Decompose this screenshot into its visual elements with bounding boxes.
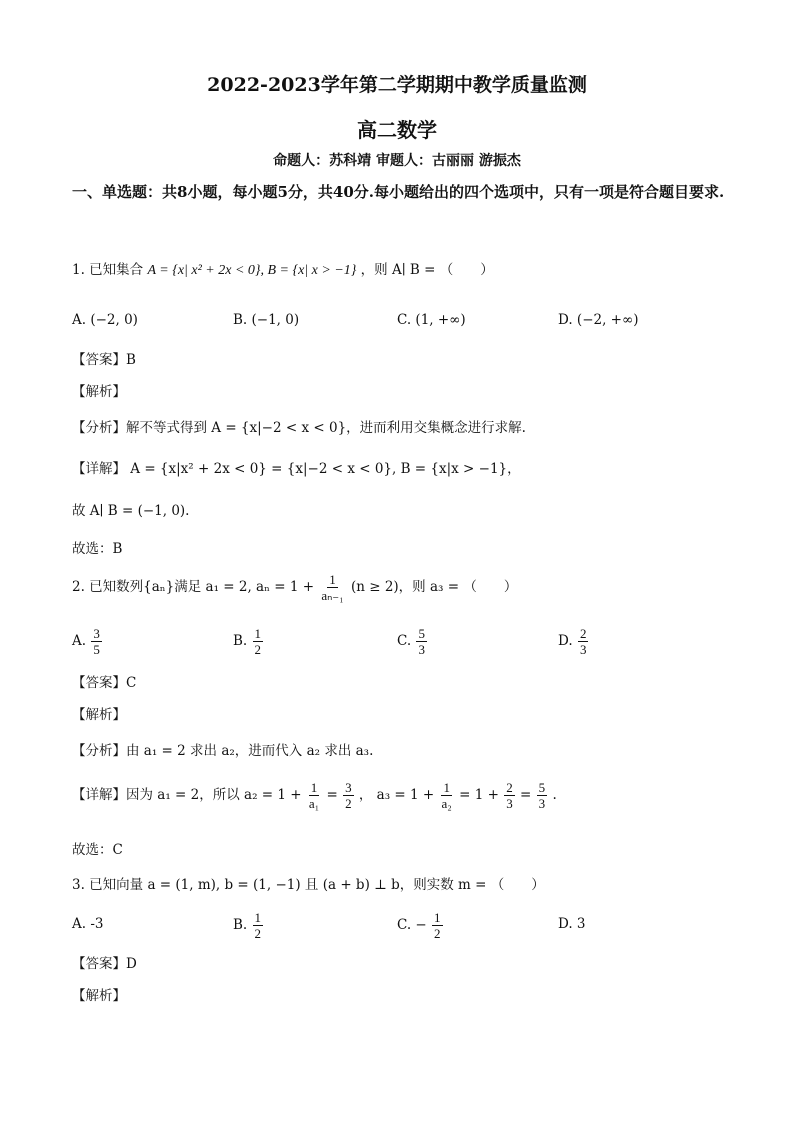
q2-option-d: D. $\frac{2}{3}$ bbox=[558, 626, 587, 657]
q1-number: 1. 已知集合 bbox=[72, 262, 144, 278]
q1-tail: ，则 A∣ B = （ ） bbox=[360, 262, 494, 278]
q3-answer: 【答案】D bbox=[72, 956, 137, 972]
q2-stem bbox=[72, 572, 517, 603]
q1-option-c: C. (1, +∞) bbox=[397, 312, 466, 328]
q3-stem: 3. 已知向量 a = (1, m), b = (1, −1) 且 (a + b) ⊥ b，则实数 m = （ ） bbox=[72, 877, 545, 893]
q2-analysis-label: 【解析】 bbox=[72, 707, 126, 723]
section-heading: 一、单选题：共8小题，每小题5分，共40分.每小题给出的四个选项中，只有一项是符合题目要求. bbox=[72, 183, 725, 201]
q1-conclusion: 故 A∣ B = (−1, 0). bbox=[72, 503, 190, 519]
q3-option-d: D. 3 bbox=[558, 916, 586, 932]
q1-fenxi: 【分析】解不等式得到 A = {x|−2 < x < 0}，进而利用交集概念进行求解. bbox=[72, 420, 526, 436]
authors-line: 命题人：苏科靖 审题人：古丽丽 游振杰 bbox=[273, 153, 521, 169]
q1-analysis-label: 【解析】 bbox=[72, 384, 126, 400]
q2-fraction: $\frac{1}{\text{aₙ₋₁}}$ bbox=[321, 572, 344, 603]
q1-choose: 故选：B bbox=[72, 541, 123, 557]
q2-suffix: (n ≥ 2)，则 a₃ = （ ） bbox=[350, 579, 518, 595]
q2-prefix: 2. 已知数列{aₙ}满足 a₁ = 2, aₙ = 1 + bbox=[72, 579, 315, 595]
q1-sets: A = {x| x² + 2x < 0}, B = {x| x > −1} bbox=[147, 263, 357, 278]
q2-choose: 故选：C bbox=[72, 842, 123, 858]
q2-answer: 【答案】C bbox=[72, 675, 137, 691]
q1-option-a: A. (−2, 0) bbox=[72, 312, 138, 328]
q3-option-c: C. − $\frac{1}{2}$ bbox=[397, 910, 441, 941]
q3-analysis-label: 【解析】 bbox=[72, 988, 126, 1004]
q2-option-a: A. $\frac{3}{5}$ bbox=[72, 626, 100, 657]
q3-option-a: A. -3 bbox=[72, 916, 104, 932]
q1-option-d: D. (−2, +∞) bbox=[558, 312, 639, 328]
q2-xiangjie: 【详解】因为 a₁ = 2，所以 a₂ = 1 + $\frac{1}{\text{a₁}}$ = $\frac{3}{2}$ ， a₃ = 1 + $\frac{1}{\text{a₂}}$ = 1 + $\frac{2}{3}$ = $\frac{5}{3}$ . bbox=[72, 780, 557, 811]
q1-option-b: B. (−1, 0) bbox=[233, 312, 300, 328]
q2-fenxi: 【分析】由 a₁ = 2 求出 a₂，进而代入 a₂ 求出 a₃. bbox=[72, 743, 374, 759]
q3-option-b: B. $\frac{1}{2}$ bbox=[233, 910, 262, 941]
q2-option-b: B. $\frac{1}{2}$ bbox=[233, 626, 262, 657]
q1-stem bbox=[72, 258, 494, 279]
page-title: 2022-2023学年第二学期期中教学质量监测 bbox=[207, 74, 587, 96]
q1-xiangjie: 【详解】 A = {x|x² + 2x < 0} = {x|−2 < x < 0}, B = {x|x > −1}， bbox=[72, 461, 521, 477]
page-subtitle: 高二数学 bbox=[357, 118, 437, 142]
q1-answer: 【答案】B bbox=[72, 352, 136, 368]
q2-option-c: C. $\frac{5}{3}$ bbox=[397, 626, 425, 657]
